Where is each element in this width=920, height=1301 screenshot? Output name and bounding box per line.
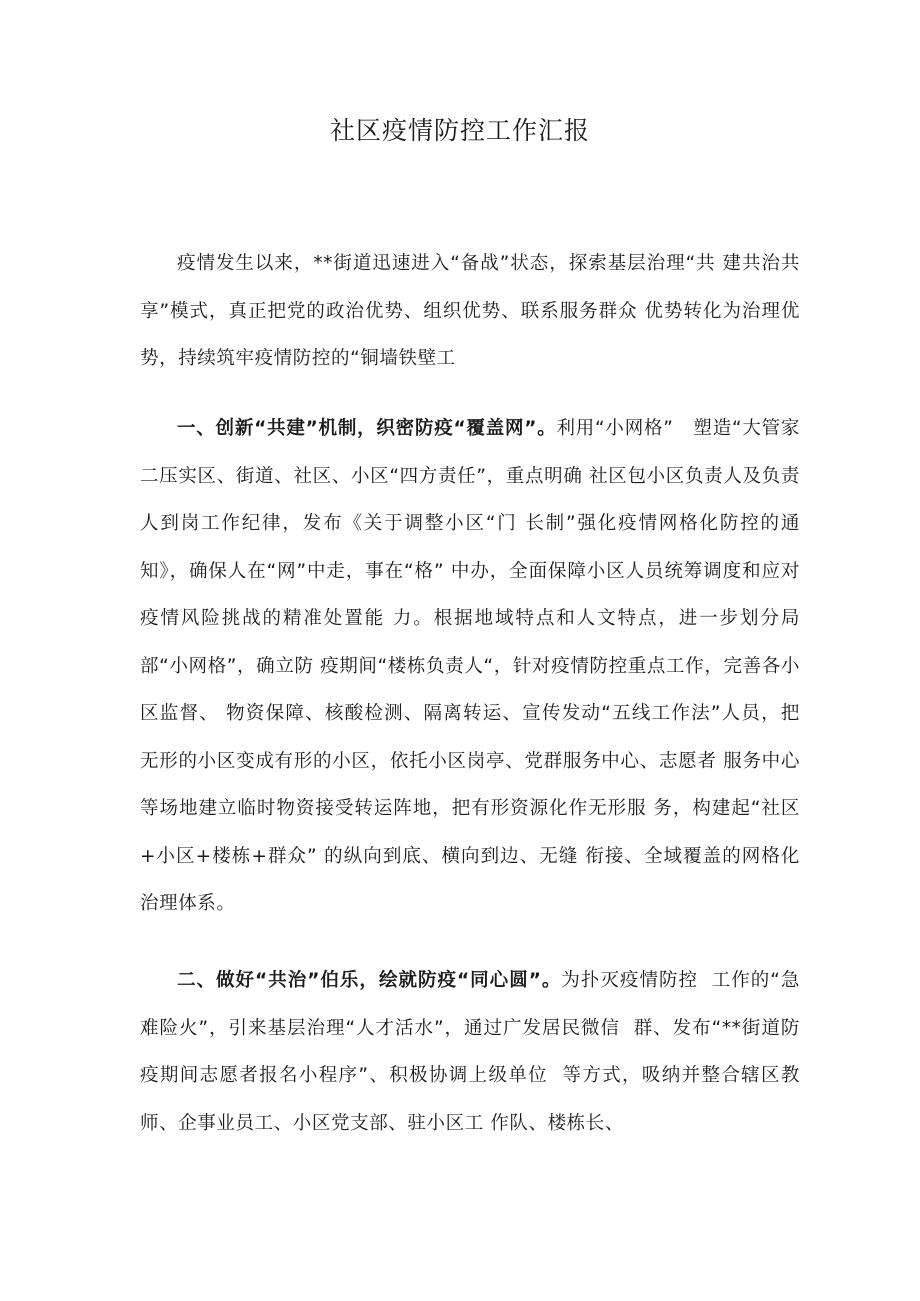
document-title: 社区疫情防控工作汇报 — [329, 116, 590, 145]
section-two-heading: 二、做好“共治”伯乐，绘就防疫“同心圆”。 — [177, 970, 562, 991]
section-two-body: 为扑灭疫情防控 工作的“急难险火”，引来基层治理“人才活水”，通过广发居民微信 群、发布“**街道防疫期间志愿者报名小程序”、积极协调上级单位 等方式，吸纳并整合辖区教师、企事业员工、小区党支部、驻小区工 作队、楼栋长、 — [140, 970, 800, 1134]
section-one-body: 利用“小网格” 塑造“大管家二压实区、街道、社区、小区“四方责任”，重点明确 社区包小区负责人及负责人到岗工作纪律，发布《关于调整小区“门 长制”强化疫情网格化防控的通知》，确保人在“网”中走，事在“格” 中办，全面保障小区人员统筹调度和应对疫情风险挑战的精准处置能 力。根据地域特点和人文特点，进一步划分局部“小网格”，确立防 疫期间“楼栋负责人“，针对疫情防控重点工作，完善各小区监督、 物资保障、核酸检测、隔离转运、宣传发动“五线工作法”人员，把 无形的小区变成有形的小区，依托小区岗亭、党群服务中心、志愿者 服务中心等场地建立临时物资接受转运阵地，把有形资源化作无形服 务，构建起“社区+小区+楼栋+群众” 的纵向到底、横向到边、无缝 衔接、全域覆盖的网格化治理体系。 — [140, 418, 813, 914]
section-one-heading: 一、创新“共建”机制，织密防疫“覆盖网”。 — [177, 418, 557, 439]
section-two-paragraph — [140, 957, 800, 1147]
section-one-paragraph — [140, 405, 813, 928]
intro-paragraph: 疫情发生以来，**街道迅速进入“备战”状态，探索基层治理“共 建共治共享”模式，真正把党的政治优势、组织优势、联系服务群众 优势转化为治理优势，持续筑牢疫情防控的“铜墙铁壁工 — [140, 253, 800, 369]
